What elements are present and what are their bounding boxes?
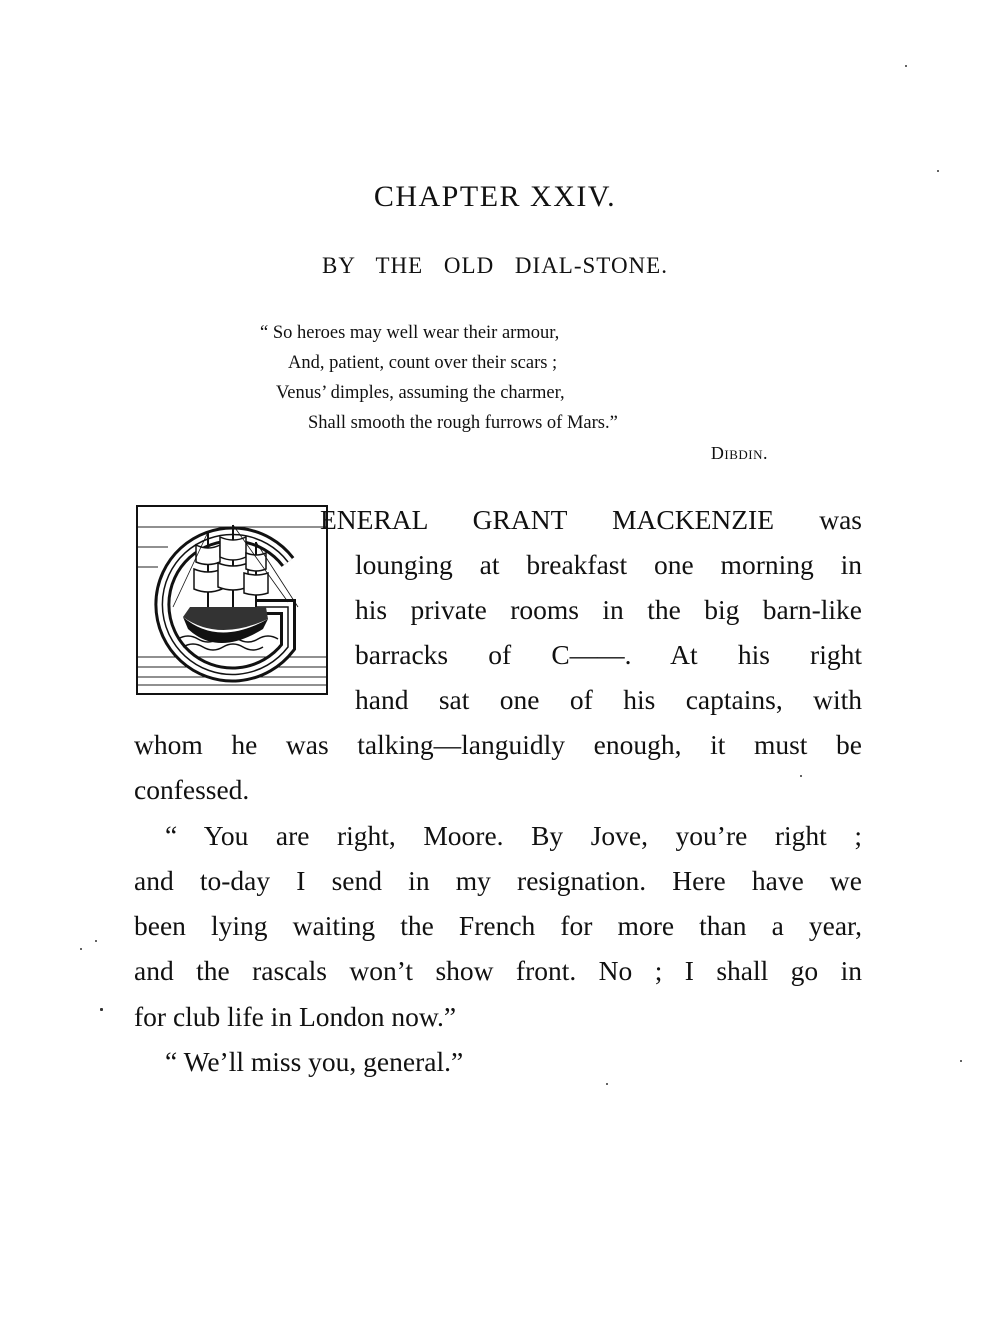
scan-speck	[960, 1060, 962, 1062]
epigraph-attribution: Dibdin.	[710, 443, 768, 463]
epigraph	[260, 318, 780, 468]
epigraph-line: And, patient, count over their scars ;	[288, 353, 558, 373]
paragraph-line: barracks of C——. At his right	[355, 639, 862, 670]
paragraph-line: been lying waiting the French for more than a year,	[134, 910, 862, 941]
chapter-title: CHAPTER XXIV.	[373, 180, 617, 213]
paragraph-line: his private rooms in the big barn-like	[355, 594, 862, 625]
scan-speck	[905, 65, 907, 67]
paragraph-line: for club life in London now.”	[134, 1001, 457, 1032]
drop-cap-initial	[136, 505, 328, 695]
scan-speck	[95, 940, 97, 942]
paragraph-line: ENERAL GRANT MACKENZIE was	[320, 504, 862, 535]
paragraph-line: lounging at breakfast one morning in	[355, 549, 862, 580]
scan-speck	[937, 170, 939, 172]
scan-speck	[800, 775, 802, 777]
sailing-ship-icon	[138, 507, 326, 693]
paragraph-line: confessed.	[134, 774, 250, 805]
chapter-subtitle: BY THE OLD DIAL-STONE.	[322, 253, 668, 278]
paragraph-line: “ You are right, Moore. By Jove, you’re right ;	[165, 820, 862, 851]
paragraph-line: whom he was talking—languidly enough, it must be	[134, 729, 862, 760]
scan-speck	[606, 1083, 608, 1085]
scan-speck	[100, 1008, 103, 1011]
epigraph-line: Venus’ dimples, assuming the charmer,	[276, 383, 565, 403]
paragraph-line: and to-day I send in my resignation. Here have we	[134, 865, 862, 896]
paragraph-line: “ We’ll miss you, general.”	[165, 1046, 464, 1077]
epigraph-line: Shall smooth the rough furrows of Mars.”	[308, 413, 618, 433]
epigraph-line: “ So heroes may well wear their armour,	[260, 323, 560, 343]
scan-speck	[80, 948, 82, 950]
paragraph-line: and the rascals won’t show front. No ; I shall go in	[134, 955, 862, 986]
paragraph-line: hand sat one of his captains, with	[355, 684, 862, 715]
